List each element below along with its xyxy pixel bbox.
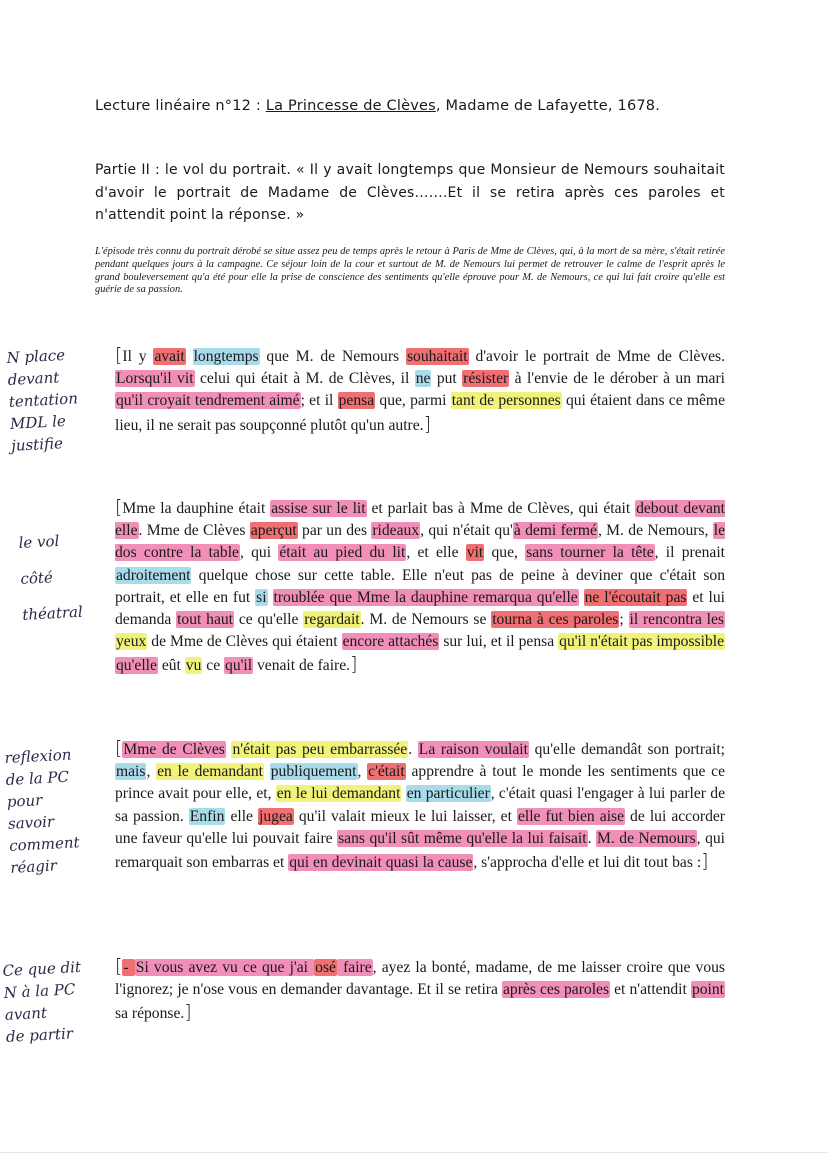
highlighted-text: aperçut	[250, 522, 297, 540]
text-run: de lui accorder une faveur qu'elle lui pouvait faire	[115, 807, 725, 847]
margin-note-line: théatral	[21, 602, 84, 624]
title-prefix: Lecture linéaire n°12 :	[95, 98, 266, 114]
text-run: par un des	[297, 522, 372, 540]
open-bracket: [	[115, 737, 123, 759]
margin-note-line: justifie	[10, 434, 64, 455]
highlighted-text: le dos contre la table	[115, 522, 726, 562]
paragraph-1-text	[115, 348, 725, 434]
text-run: , il prenait	[654, 544, 725, 562]
text-run: elle	[225, 807, 259, 825]
text-run: et lui demanda	[115, 588, 725, 629]
document-title	[95, 94, 755, 118]
highlighted-text: regardait	[304, 611, 360, 629]
paragraph-2-text	[115, 500, 725, 674]
highlighted-text: osé	[315, 959, 336, 976]
text-run: . Mme de Clèves	[138, 522, 250, 540]
highlighted-text: -	[123, 959, 134, 976]
text-run: ce qu'elle	[234, 611, 304, 629]
text-paragraph-3	[115, 737, 725, 874]
open-bracket: [	[115, 344, 123, 366]
highlighted-text: sans tourner la tête	[526, 544, 654, 562]
margin-note-line: N place	[6, 345, 66, 367]
text-run: , qui n'était qu'	[420, 522, 513, 540]
highlighted-text: après ces paroles	[503, 981, 610, 999]
margin-note-line: de la PC	[5, 767, 70, 789]
margin-note-line: côté	[19, 568, 54, 588]
page-edge-line	[0, 1152, 828, 1153]
margin-note-line: N à la PC	[3, 980, 76, 1002]
margin-note-line: Ce que dit	[2, 957, 82, 980]
open-bracket: [	[115, 955, 123, 977]
highlighted-text: tant de personnes	[451, 392, 561, 410]
section-heading: Partie II : le vol du portrait. « Il y avait longtemps que Monsieur de Nemours souhaitait d'avoir le portrait de Madame de Clèves…….Et il se retira après ces paroles et n'attendit point la réponse. »	[95, 162, 725, 223]
margin-note-line: reflexion	[4, 745, 72, 767]
text-run: , M. de Nemours,	[597, 522, 713, 540]
margin-note-4	[2, 954, 116, 1048]
highlighted-text: qui en devinait quasi la cause	[289, 854, 473, 872]
highlighted-text: si	[256, 588, 267, 606]
text-run	[579, 589, 584, 606]
intro-paragraph: L'épisode très connu du portrait dérobé se situe assez peu de temps après le retour à Paris de Mme de Clèves, qui, à la mort de sa mère, s'était retirée pendant quelques jours à la campagne. Ce séjour loin de la cour et surtout de M. de Nemours lui permet de retrouver le calme de l'esprit après le grand bouleversement qu'a été pour elle la prise de conscience des sentiments qu'elle éprouve pour M. de Nemours, ce qui lui fait croire qu'elle est guérie de sa passion.	[95, 246, 725, 296]
text-paragraph-1	[115, 344, 725, 437]
highlighted-text: elle fut bien aise	[517, 807, 625, 825]
text-run: , ayez la bonté, madame, de me laisser croire que vous l'ignorez; je n'ose vous en demander davantage. Et il se retira	[115, 959, 725, 999]
highlighted-text: c'était	[368, 763, 405, 781]
text-run: que, parmi	[375, 392, 451, 410]
paragraph-3-text	[115, 741, 725, 871]
text-run	[264, 763, 270, 780]
highlighted-text: troublée que Mme la dauphine remarqua qu'elle	[273, 588, 578, 606]
margin-note-line: comment	[8, 833, 81, 855]
highlighted-text: adroitement	[116, 566, 191, 584]
text-run: , qui	[239, 544, 279, 562]
highlighted-text: tourna à ces paroles	[492, 611, 619, 629]
margin-note-3	[4, 742, 111, 879]
margin-note-line: MDL le	[9, 411, 67, 433]
highlighted-text: pensa	[338, 392, 375, 410]
highlighted-text: rideaux	[372, 522, 420, 540]
highlighted-text: était au pied du lit	[279, 544, 406, 562]
text-paragraph-4	[115, 955, 725, 1026]
highlighted-text: n'était pas peu embarrassée	[232, 741, 408, 758]
text-run: qui étaient dans ce même lieu, il ne serait pas soupçonné plutôt qu'un autre.	[115, 392, 725, 434]
text-run: apprendre à tout le monde les sentiments que ce prince avait pour elle, et,	[115, 763, 726, 803]
text-run: sur lui, et il pensa	[439, 633, 559, 651]
text-run: celui qui était à M. de Clèves, il	[194, 370, 415, 388]
text-run: Mme la dauphine était	[122, 500, 271, 517]
highlighted-text: longtemps	[193, 348, 259, 365]
paragraph-4-text	[115, 959, 725, 1022]
margin-note-1	[6, 342, 112, 457]
text-run: .	[408, 741, 418, 758]
highlighted-text: point	[691, 981, 724, 999]
highlighted-text: en le lui demandant	[276, 785, 401, 803]
highlighted-text: vit	[466, 544, 484, 562]
highlighted-text: sans qu'il sût même qu'elle la lui faisait	[338, 829, 587, 847]
highlighted-text: Enfin	[189, 807, 225, 825]
margin-note-line: réagir	[9, 856, 58, 877]
text-run: ce	[202, 657, 225, 675]
text-run: .	[587, 829, 596, 847]
text-run: quelque chose sur cette table. Elle n'eut pas de peine à deviner que c'était son portrait, et elle en fut	[115, 566, 725, 606]
text-run: venait de faire.	[253, 657, 351, 675]
highlighted-text: à demi fermé	[513, 522, 597, 540]
highlighted-text: M. de Nemours	[597, 829, 696, 847]
margin-note-line: pour	[6, 791, 43, 811]
highlighted-text: qu'il n'était pas impossible	[559, 633, 724, 651]
highlighted-text: en particulier	[406, 785, 490, 803]
close-bracket: ]	[350, 653, 358, 676]
highlighted-text: qu'il	[225, 657, 253, 675]
text-run: sa réponse.	[115, 1005, 185, 1023]
text-run: eût	[157, 657, 185, 675]
highlighted-text: vu	[185, 657, 202, 675]
text-run: ,	[146, 763, 157, 781]
highlighted-text: souhaitait	[406, 348, 468, 365]
highlighted-text: résister	[463, 370, 509, 388]
highlighted-text: yeux	[116, 633, 147, 651]
text-run: . M. de Nemours se	[360, 611, 492, 629]
highlighted-text: La raison voulait	[418, 741, 528, 758]
text-run: , s'approcha d'elle et lui dit tout bas :	[473, 854, 702, 872]
highlighted-text: mais	[116, 763, 146, 781]
title-suffix: , Madame de Lafayette, 1678.	[435, 98, 661, 114]
text-run: d'avoir le portrait de Mme de Clèves.	[468, 348, 726, 365]
margin-note-line: savoir	[7, 812, 55, 833]
text-run: ;	[619, 611, 629, 629]
margin-note-2	[18, 527, 123, 626]
highlighted-text: avait	[154, 348, 185, 365]
highlighted-text: il rencontra les	[629, 611, 724, 629]
text-run: que,	[484, 544, 526, 562]
highlighted-text: faire	[337, 959, 372, 976]
highlighted-text: publiquement	[270, 763, 357, 781]
text-paragraph-2	[115, 496, 725, 678]
highlighted-text: Mme de Clèves	[123, 741, 225, 758]
highlighted-text: assise sur le lit	[271, 500, 366, 517]
highlighted-text: qu'il croyait tendrement aimé	[116, 392, 300, 410]
highlighted-text: qu'elle	[116, 657, 157, 675]
text-run: Il y	[122, 348, 154, 365]
text-run: put	[431, 370, 463, 388]
highlighted-text: ne	[415, 370, 431, 388]
text-run: qu'il valait mieux le lui laisser, et	[293, 807, 517, 825]
margin-note-line: avant	[4, 1003, 48, 1024]
margin-note-line: le vol	[18, 531, 60, 552]
text-run	[186, 348, 193, 365]
highlighted-text: Lorsqu'il vit	[116, 370, 194, 388]
text-run: de Mme de Clèves qui étaient	[147, 633, 342, 651]
text-run: , c'était quasi l'engager à lui parler de sa passion.	[115, 785, 725, 825]
highlighted-text: encore attachés	[342, 633, 439, 651]
open-bracket: [	[115, 496, 123, 518]
text-run: que M. de Nemours	[259, 348, 406, 365]
highlighted-text: en le demandant	[157, 763, 263, 781]
text-run: à l'envie de le dérober à un mari	[509, 370, 725, 388]
margin-note-line: de partir	[5, 1024, 74, 1046]
title-work: La Princesse de Clèves	[265, 98, 436, 114]
text-run: et n'attendit	[610, 981, 691, 999]
text-run: , et elle	[406, 544, 466, 562]
text-run: , qui remarquait son embarras et	[115, 829, 726, 872]
highlighted-text: Si vous avez vu ce que j'ai	[135, 959, 314, 976]
highlighted-text: tout haut	[177, 611, 234, 629]
highlighted-text: ne l'écoutait pas	[584, 588, 687, 606]
text-run: et parlait bas à Mme de Clèves, qui était	[366, 500, 636, 517]
text-run: qu'elle demandât son portrait;	[528, 741, 726, 758]
text-run	[268, 589, 273, 606]
close-bracket: ]	[184, 1001, 192, 1024]
text-run: ; et il	[300, 392, 338, 410]
highlighted-text: debout devant elle	[115, 500, 725, 540]
close-bracket: ]	[423, 412, 431, 435]
margin-note-line: devant	[7, 368, 60, 389]
close-bracket: ]	[701, 850, 709, 873]
margin-note-line: tentation	[8, 389, 79, 411]
text-run: ,	[357, 763, 368, 781]
highlighted-text: jugea	[259, 807, 293, 825]
